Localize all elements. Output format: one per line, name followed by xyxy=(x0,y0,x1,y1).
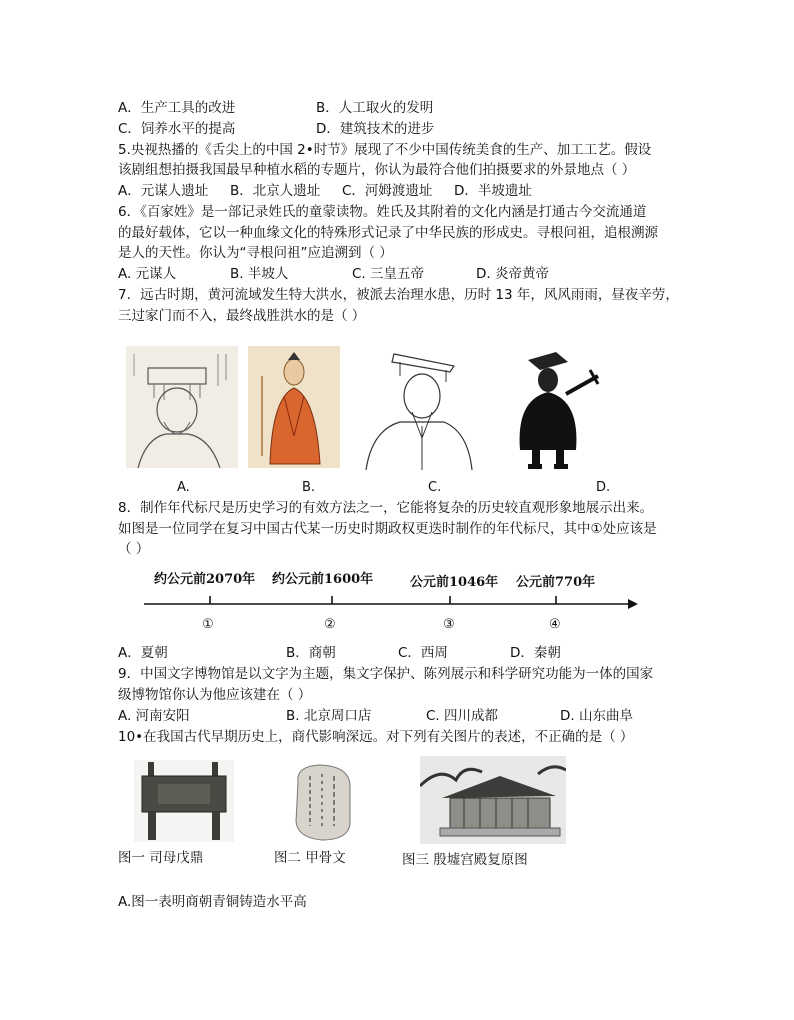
timeline-label-1: 约公元前2070年 xyxy=(154,572,256,587)
q9-option-a: A. 河南安阳 xyxy=(118,708,190,724)
q9-option-c: C. 四川成都 xyxy=(426,708,499,724)
q5-option-a: A．元谋人遗址 xyxy=(118,183,209,199)
portrait-c-caption: C. xyxy=(428,480,442,495)
timeline-mark-4: ④ xyxy=(549,617,561,632)
q4-option-a: A．生产工具的改进 xyxy=(118,100,236,116)
yinxu-palace-image xyxy=(420,756,566,844)
oracle-bone-image xyxy=(290,762,356,842)
fig2-caption: 图二 甲骨文 xyxy=(274,850,346,866)
q8-option-a: A．夏朝 xyxy=(118,645,168,661)
q6-option-a: A. 元谋人 xyxy=(118,266,177,282)
q8-stem-line3: （ ） xyxy=(118,541,150,557)
q9-stem-line1: 9．中国文字博物馆是以文字为主题，集文字保护、陈列展示和科学研究功能为一体的国家 xyxy=(118,666,654,682)
portrait-a-image xyxy=(126,346,238,468)
q5-option-d: D．半坡遗址 xyxy=(454,183,532,199)
portrait-b-caption: B. xyxy=(302,480,316,495)
q10-option-a: A.图一表明商朝青铜铸造水平高 xyxy=(118,894,307,910)
q9-option-b: B. 北京周口店 xyxy=(286,708,372,724)
q7-stem-line2: 三过家门而不入，最终战胜洪水的是（ ） xyxy=(118,308,366,324)
q6-option-d: D. 炎帝黄帝 xyxy=(476,266,549,282)
fig1-caption: 图一 司母戊鼎 xyxy=(118,850,204,866)
q6-option-c: C. 三皇五帝 xyxy=(352,266,425,282)
portrait-a-caption: A. xyxy=(177,480,190,495)
timeline-label-4: 公元前770年 xyxy=(516,575,596,590)
portrait-d-image xyxy=(506,350,602,472)
timeline-label-2: 约公元前1600年 xyxy=(272,572,374,587)
q7-stem-line1: 7．远古时期，黄河流域发生特大洪水，被派去治理水患，历时 13 年，风风雨雨，昼夜辛劳， xyxy=(118,287,679,303)
q8-stem-line1: 8．制作年代标尺是历史学习的有效方法之一，它能将复杂的历史较直观形象地展示出来。 xyxy=(118,500,654,516)
fig3-caption: 图三 殷墟宫殿复原图 xyxy=(402,852,528,868)
simuwu-ding-image xyxy=(134,760,234,842)
q4-option-d: D．建筑技术的进步 xyxy=(316,121,435,137)
q4-option-b: B．人工取火的发明 xyxy=(316,100,434,116)
timeline-mark-1: ① xyxy=(202,617,214,632)
q5-option-c: C．河姆渡遗址 xyxy=(342,183,433,199)
portrait-c-image xyxy=(360,346,476,470)
q9-option-d: D. 山东曲阜 xyxy=(560,708,633,724)
q6-stem-line2: 的最好载体，它以一种血缘文化的特殊形式记录了中华民族的形成史。寻根问祖，追根溯源 xyxy=(118,225,658,241)
q6-option-b: B. 半坡人 xyxy=(230,266,289,282)
q8-option-b: B．商朝 xyxy=(286,645,336,661)
q6-stem-line1: 6．《百家姓》是一部记录姓氏的童蒙读物。姓氏及其附着的文化内涵是打通古今交流通道 xyxy=(118,204,647,220)
q6-stem-line3: 是人的天性。你认为“寻根问祖”应追溯到（ ） xyxy=(118,245,393,261)
q8-option-c: C．西周 xyxy=(398,645,448,661)
timeline-axis xyxy=(140,592,640,614)
portrait-b-image xyxy=(248,346,340,468)
q8-stem-line2: 如图是一位同学在复习中国古代某一历史时期政权更迭时制作的年代标尺，其中①处应该是 xyxy=(118,521,657,537)
timeline-mark-2: ② xyxy=(324,617,336,632)
q5-stem-line2: 该剧组想拍摄我国最早种植水稻的专题片，你认为最符合他们拍摄要求的外景地点（ ） xyxy=(118,162,636,178)
q10-stem-line1: 10•在我国古代早期历史上，商代影响深远。对下列有关图片的表述，不正确的是（ ） xyxy=(118,729,634,745)
timeline-label-3: 公元前1046年 xyxy=(410,575,499,590)
q5-stem-line1: 5.央视热播的《舌尖上的中国 2•时节》展现了不少中国传统美食的生产、加工工艺。假设 xyxy=(118,142,652,158)
q5-option-b: B．北京人遗址 xyxy=(230,183,321,199)
portrait-d-caption: D. xyxy=(596,480,611,495)
q4-option-c: C．饲养水平的提高 xyxy=(118,121,236,137)
q8-option-d: D．秦朝 xyxy=(510,645,561,661)
q9-stem-line2: 级博物馆你认为他应该建在（ ） xyxy=(118,687,312,703)
timeline-mark-3: ③ xyxy=(443,617,455,632)
